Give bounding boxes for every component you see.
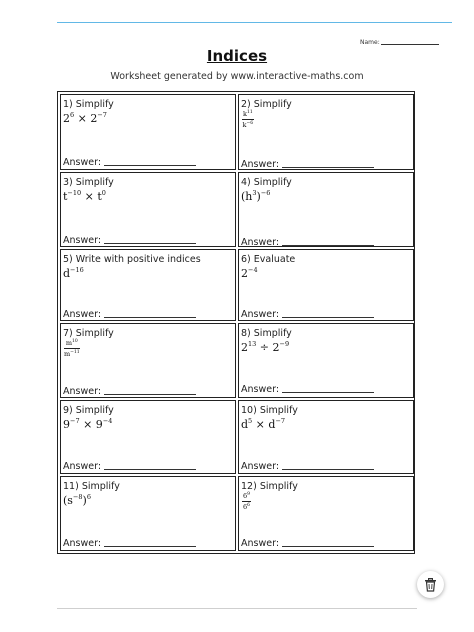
answer-line [241, 384, 374, 395]
bottom-divider [57, 608, 417, 609]
answer-blank[interactable] [282, 392, 374, 393]
fraction-numerator: $k^{11}$ [243, 110, 253, 118]
answer-label: Answer: [241, 309, 280, 320]
name-label: Name: [360, 39, 380, 46]
question-expression: $t^{-10} \times t^0$ [63, 189, 106, 203]
answer-line [63, 157, 196, 168]
answer-line [241, 237, 374, 248]
question-prompt: 1) Simplify [63, 99, 114, 110]
question-prompt: 11) Simplify [63, 481, 120, 492]
answer-line [63, 386, 196, 397]
answer-line [241, 159, 374, 170]
question-prompt: 8) Simplify [241, 328, 292, 339]
answer-line [241, 461, 374, 472]
page-title: Indices [206, 47, 268, 65]
answer-blank[interactable] [104, 243, 196, 244]
fraction-numerator: $6^9$ [243, 492, 251, 500]
question-prompt: 12) Simplify [241, 481, 298, 492]
question-cell-3 [60, 172, 236, 247]
delete-button[interactable] [417, 571, 444, 598]
answer-blank[interactable] [282, 469, 374, 470]
question-cell-10 [238, 400, 414, 474]
answer-label: Answer: [63, 538, 102, 549]
answer-blank[interactable] [282, 546, 374, 547]
question-fraction [64, 337, 80, 358]
question-cell-4 [238, 172, 414, 247]
answer-label: Answer: [63, 309, 102, 320]
question-expression: $(h^3)^{-6}$ [241, 189, 271, 203]
question-prompt: 3) Simplify [63, 177, 114, 188]
question-prompt: 9) Simplify [63, 405, 114, 416]
answer-blank[interactable] [104, 165, 196, 166]
answer-label: Answer: [63, 157, 102, 168]
fraction-denominator: $m^{-11}$ [64, 350, 80, 358]
question-expression: $(s^{-8})^6$ [63, 493, 91, 507]
question-prompt: 5) Write with positive indices [63, 254, 201, 265]
question-expression: $d^{-16}$ [63, 266, 84, 280]
answer-line [63, 538, 196, 549]
question-cell-9 [60, 400, 236, 474]
answer-label: Answer: [241, 159, 280, 170]
question-cell-7 [60, 323, 236, 398]
question-expression: $2^6 \times 2^{-7}$ [63, 111, 107, 125]
answer-blank[interactable] [104, 317, 196, 318]
question-fraction [242, 108, 254, 129]
fraction-numerator: $m^{10}$ [65, 339, 78, 347]
answer-label: Answer: [63, 235, 102, 246]
question-cell-6 [238, 249, 414, 321]
answer-blank[interactable] [104, 469, 196, 470]
worksheet-grid [57, 91, 415, 554]
answer-label: Answer: [241, 461, 280, 472]
answer-line [241, 538, 374, 549]
answer-label: Answer: [241, 538, 280, 549]
question-fraction [242, 490, 251, 511]
question-prompt: 10) Simplify [241, 405, 298, 416]
answer-blank[interactable] [282, 245, 374, 246]
answer-label: Answer: [63, 386, 102, 397]
answer-blank[interactable] [282, 317, 374, 318]
question-expression: $9^{-7} \times 9^{-4}$ [63, 417, 113, 431]
answer-line [63, 235, 196, 246]
name-blank [381, 44, 439, 45]
question-prompt: 7) Simplify [63, 328, 114, 339]
answer-label: Answer: [241, 237, 280, 248]
question-expression: $2^{-4}$ [241, 266, 258, 280]
answer-label: Answer: [241, 384, 280, 395]
top-divider [57, 22, 452, 23]
question-cell-1 [60, 94, 236, 170]
answer-line [241, 309, 374, 320]
question-prompt: 4) Simplify [241, 177, 292, 188]
fraction-denominator: $k^{-6}$ [242, 121, 254, 129]
question-cell-5 [60, 249, 236, 321]
question-cell-8 [238, 323, 414, 398]
answer-label: Answer: [63, 461, 102, 472]
trash-icon [424, 578, 437, 592]
question-expression: $d^5 \times d^{-7}$ [241, 417, 286, 431]
fraction-denominator: $6^6$ [243, 503, 251, 511]
answer-blank[interactable] [282, 167, 374, 168]
name-field [360, 39, 439, 46]
question-cell-11 [60, 476, 236, 551]
question-expression: $2^{13} \div 2^{-9}$ [241, 340, 290, 354]
page-subtitle: Worksheet generated by www.interactive-maths.com [110, 71, 364, 82]
question-cell-2 [238, 94, 414, 170]
answer-line [63, 461, 196, 472]
answer-blank[interactable] [104, 394, 196, 395]
question-prompt: 6) Evaluate [241, 254, 296, 265]
answer-line [63, 309, 196, 320]
question-prompt: 2) Simplify [241, 99, 292, 110]
answer-blank[interactable] [104, 546, 196, 547]
question-cell-12 [238, 476, 414, 551]
